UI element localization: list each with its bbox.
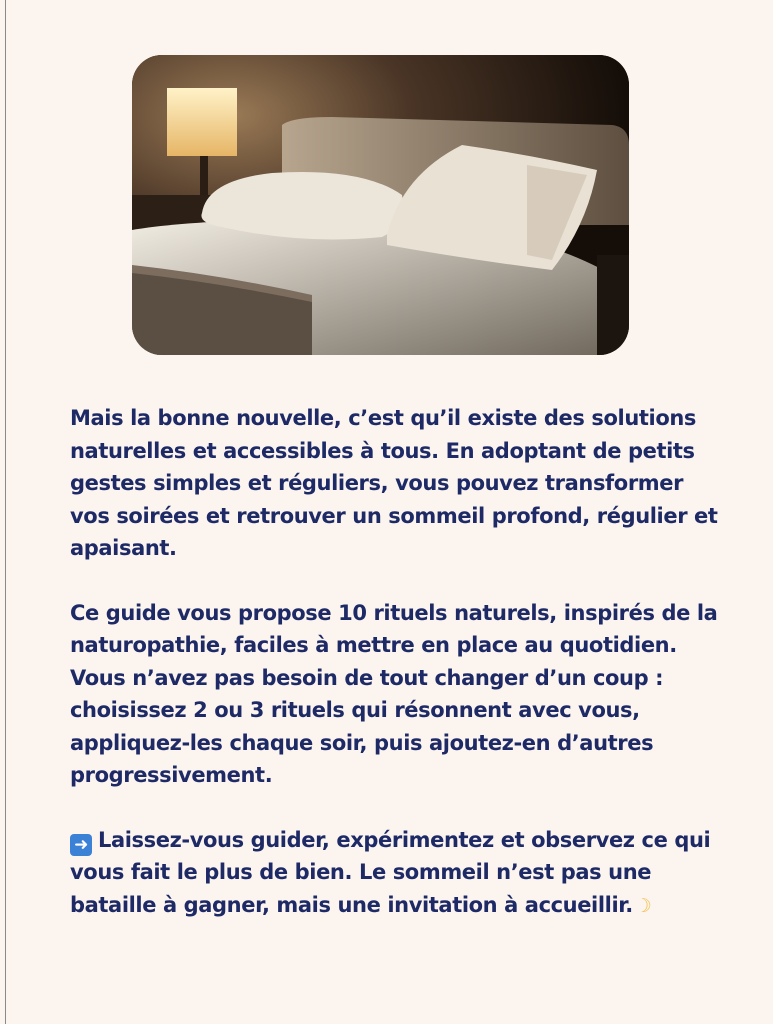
- bedroom-photo: [132, 55, 629, 355]
- paragraph-guide-intro: Ce guide vous propose 10 rituels naturels, inspirés de la naturopathie, faciles à mettre en place au quotidien. Vous n’avez pas besoin de tout changer d’un coup : choisissez 2 ou 3 rituels qui résonnent avec vous, appliquez-les chaque soir, puis ajoutez-en d’autres progressivement.: [70, 600, 718, 787]
- bedroom-illustration: [132, 55, 629, 355]
- left-border-line: [5, 0, 6, 1024]
- crescent-moon-icon: ☽: [634, 894, 652, 917]
- paragraph-invitation: [70, 824, 720, 923]
- right-arrow-icon: ➜: [70, 834, 92, 856]
- guide-text: [70, 402, 720, 954]
- invitation-text: Laissez-vous guider, expérimentez et observez ce qui vous fait le plus de bien. Le sommeil n’est pas une bataille à gagner, mais une invitation à accueillir.: [70, 827, 711, 917]
- paragraph-good-news: Mais la bonne nouvelle, c’est qu’il existe des solutions naturelles et accessibles à tous. En adoptant de petits gestes simples et réguliers, vous pouvez transformer vos soirées et retrouver un sommeil profond, régulier et apaisant.: [70, 406, 718, 560]
